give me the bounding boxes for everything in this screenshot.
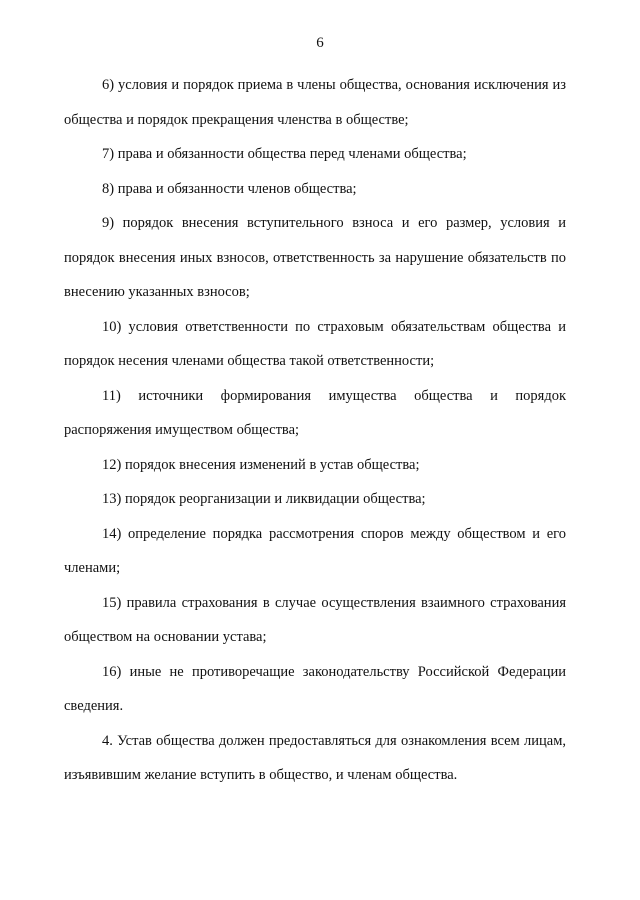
paragraph-item-6: 6) условия и порядок приема в члены общества, основания исключения из общества и порядок прекращения членства в обществе; — [64, 77, 566, 128]
paragraph-item-16: 16) иные не противоречащие законодательству Российской Федерации сведения. — [64, 663, 566, 714]
page-number: 6 — [316, 35, 324, 51]
paragraph-item-11: 11) источники формирования имущества общества и порядок распоряжения имуществом общества; — [64, 387, 566, 438]
paragraph-item-8: 8) права и обязанности членов общества; — [102, 180, 357, 197]
paragraph-item-7: 7) права и обязанности общества перед членами общества; — [102, 146, 467, 162]
document-body — [64, 68, 566, 793]
paragraph-item-9: 9) порядок внесения вступительного взноса и его размер, условия и порядок внесения иных взносов, ответственность за нарушение обязательств по внесению указанных взносов; — [64, 215, 566, 300]
paragraph-section-4: 4. Устав общества должен предоставляться для ознакомления всем лицам, изъявившим желание вступить в общество, и членам общества. — [64, 732, 566, 783]
paragraph-item-14: 14) определение порядка рассмотрения споров между обществом и его членами; — [64, 525, 566, 576]
paragraph-item-10: 10) условия ответственности по страховым обязательствам общества и порядок несения членами общества такой ответственности; — [64, 318, 566, 369]
paragraph-item-15: 15) правила страхования в случае осуществления взаимного страхования обществом на основании устава; — [64, 594, 566, 645]
paragraph-item-12: 12) порядок внесения изменений в устав общества; — [102, 456, 420, 473]
paragraph-item-13: 13) порядок реорганизации и ликвидации общества; — [102, 491, 426, 507]
